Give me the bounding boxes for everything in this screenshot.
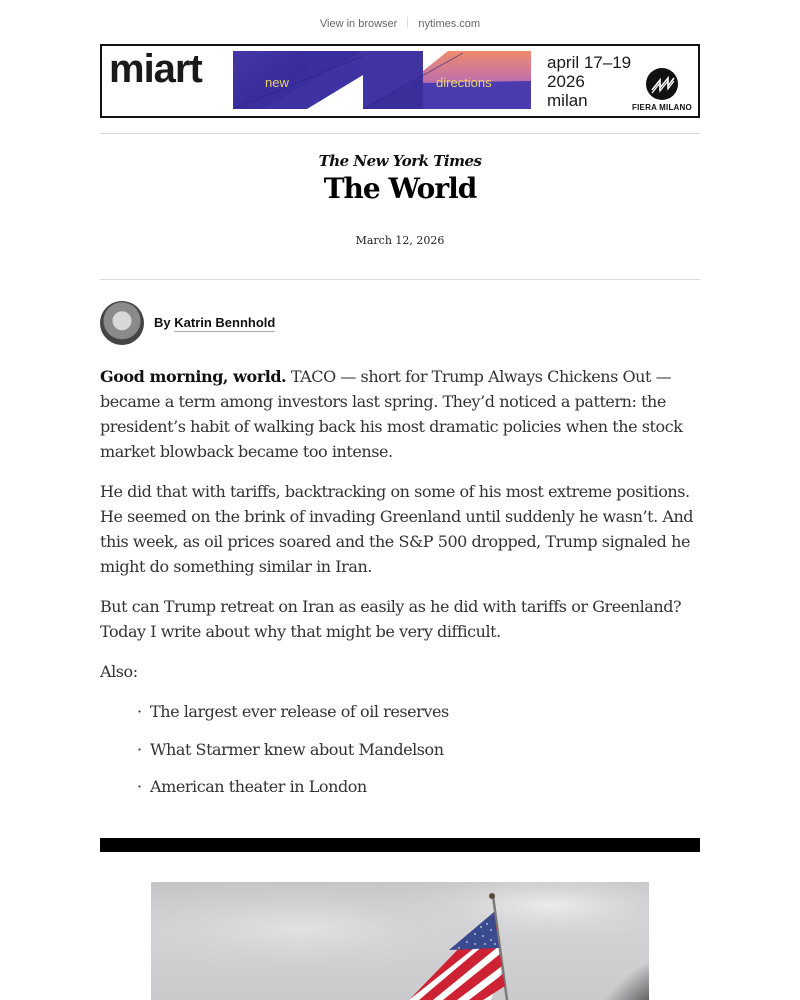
miart-ad-banner[interactable] xyxy=(100,44,700,118)
byline-text xyxy=(154,315,275,330)
issue-date: March 12, 2026 xyxy=(355,234,445,247)
paragraph: But can Trump retreat on Iran as easily as he did with tariffs or Greenland? Today I write about why that might be very difficult. xyxy=(100,597,682,641)
paragraph-lede xyxy=(100,364,705,464)
view-in-browser-link[interactable]: View in browser xyxy=(319,18,398,30)
ad-word-directions: directions xyxy=(436,75,492,90)
list-item: · The largest ever release of oil reserves xyxy=(137,699,705,724)
list-item: · American theater in London xyxy=(137,774,705,799)
ad-logo-miart: miart xyxy=(109,47,202,91)
section-divider-bar xyxy=(100,838,700,852)
lede-greeting: Good morning, world. xyxy=(100,367,287,386)
author-avatar xyxy=(100,301,144,345)
nyt-logo[interactable]: The New York Times xyxy=(318,152,482,170)
link-separator xyxy=(407,17,408,28)
also-list xyxy=(100,699,705,799)
ad-date-range: april 17–19 xyxy=(547,53,632,72)
ad-dates xyxy=(547,53,631,110)
flag-photo-illustration xyxy=(151,882,649,1000)
byline xyxy=(100,300,275,345)
also-heading: Also: xyxy=(100,662,138,681)
top-links xyxy=(0,17,800,30)
article-body xyxy=(100,364,705,812)
divider-masthead xyxy=(100,279,700,280)
ad-year: 2026 xyxy=(547,72,585,91)
masthead xyxy=(0,152,800,205)
nytimes-link[interactable]: nytimes.com xyxy=(418,18,481,30)
ad-city: milan xyxy=(547,91,588,110)
paragraph: He did that with tariffs, backtracking on some of his most extreme positions. He seemed on the brink of invading Greenland until suddenly he wasn’t. And this week, as oil prices soared and the S&P 500 dropped, Trump signaled he might do something similar in Iran. xyxy=(100,482,694,576)
list-item: · What Starmer knew about Mandelson xyxy=(137,737,705,762)
lede-text: TACO — short for Trump Always Chickens Out — became a term among investors last spring. They’d noticed a pattern: the president’s habit of walking back his most dramatic policies when the stock market blowback became too intense. xyxy=(100,367,683,461)
ad-word-new: new xyxy=(265,75,289,90)
author-link[interactable]: Katrin Bennhold xyxy=(174,315,276,330)
byline-prefix: By xyxy=(154,315,171,330)
fiera-milano-logo xyxy=(627,68,697,112)
newsletter-title: The World xyxy=(323,172,477,205)
lead-photo[interactable] xyxy=(151,882,649,1000)
fiera-milano-icon xyxy=(646,68,678,100)
divider-top xyxy=(100,133,700,134)
fiera-milano-label: FIERA MILANO xyxy=(632,103,692,112)
